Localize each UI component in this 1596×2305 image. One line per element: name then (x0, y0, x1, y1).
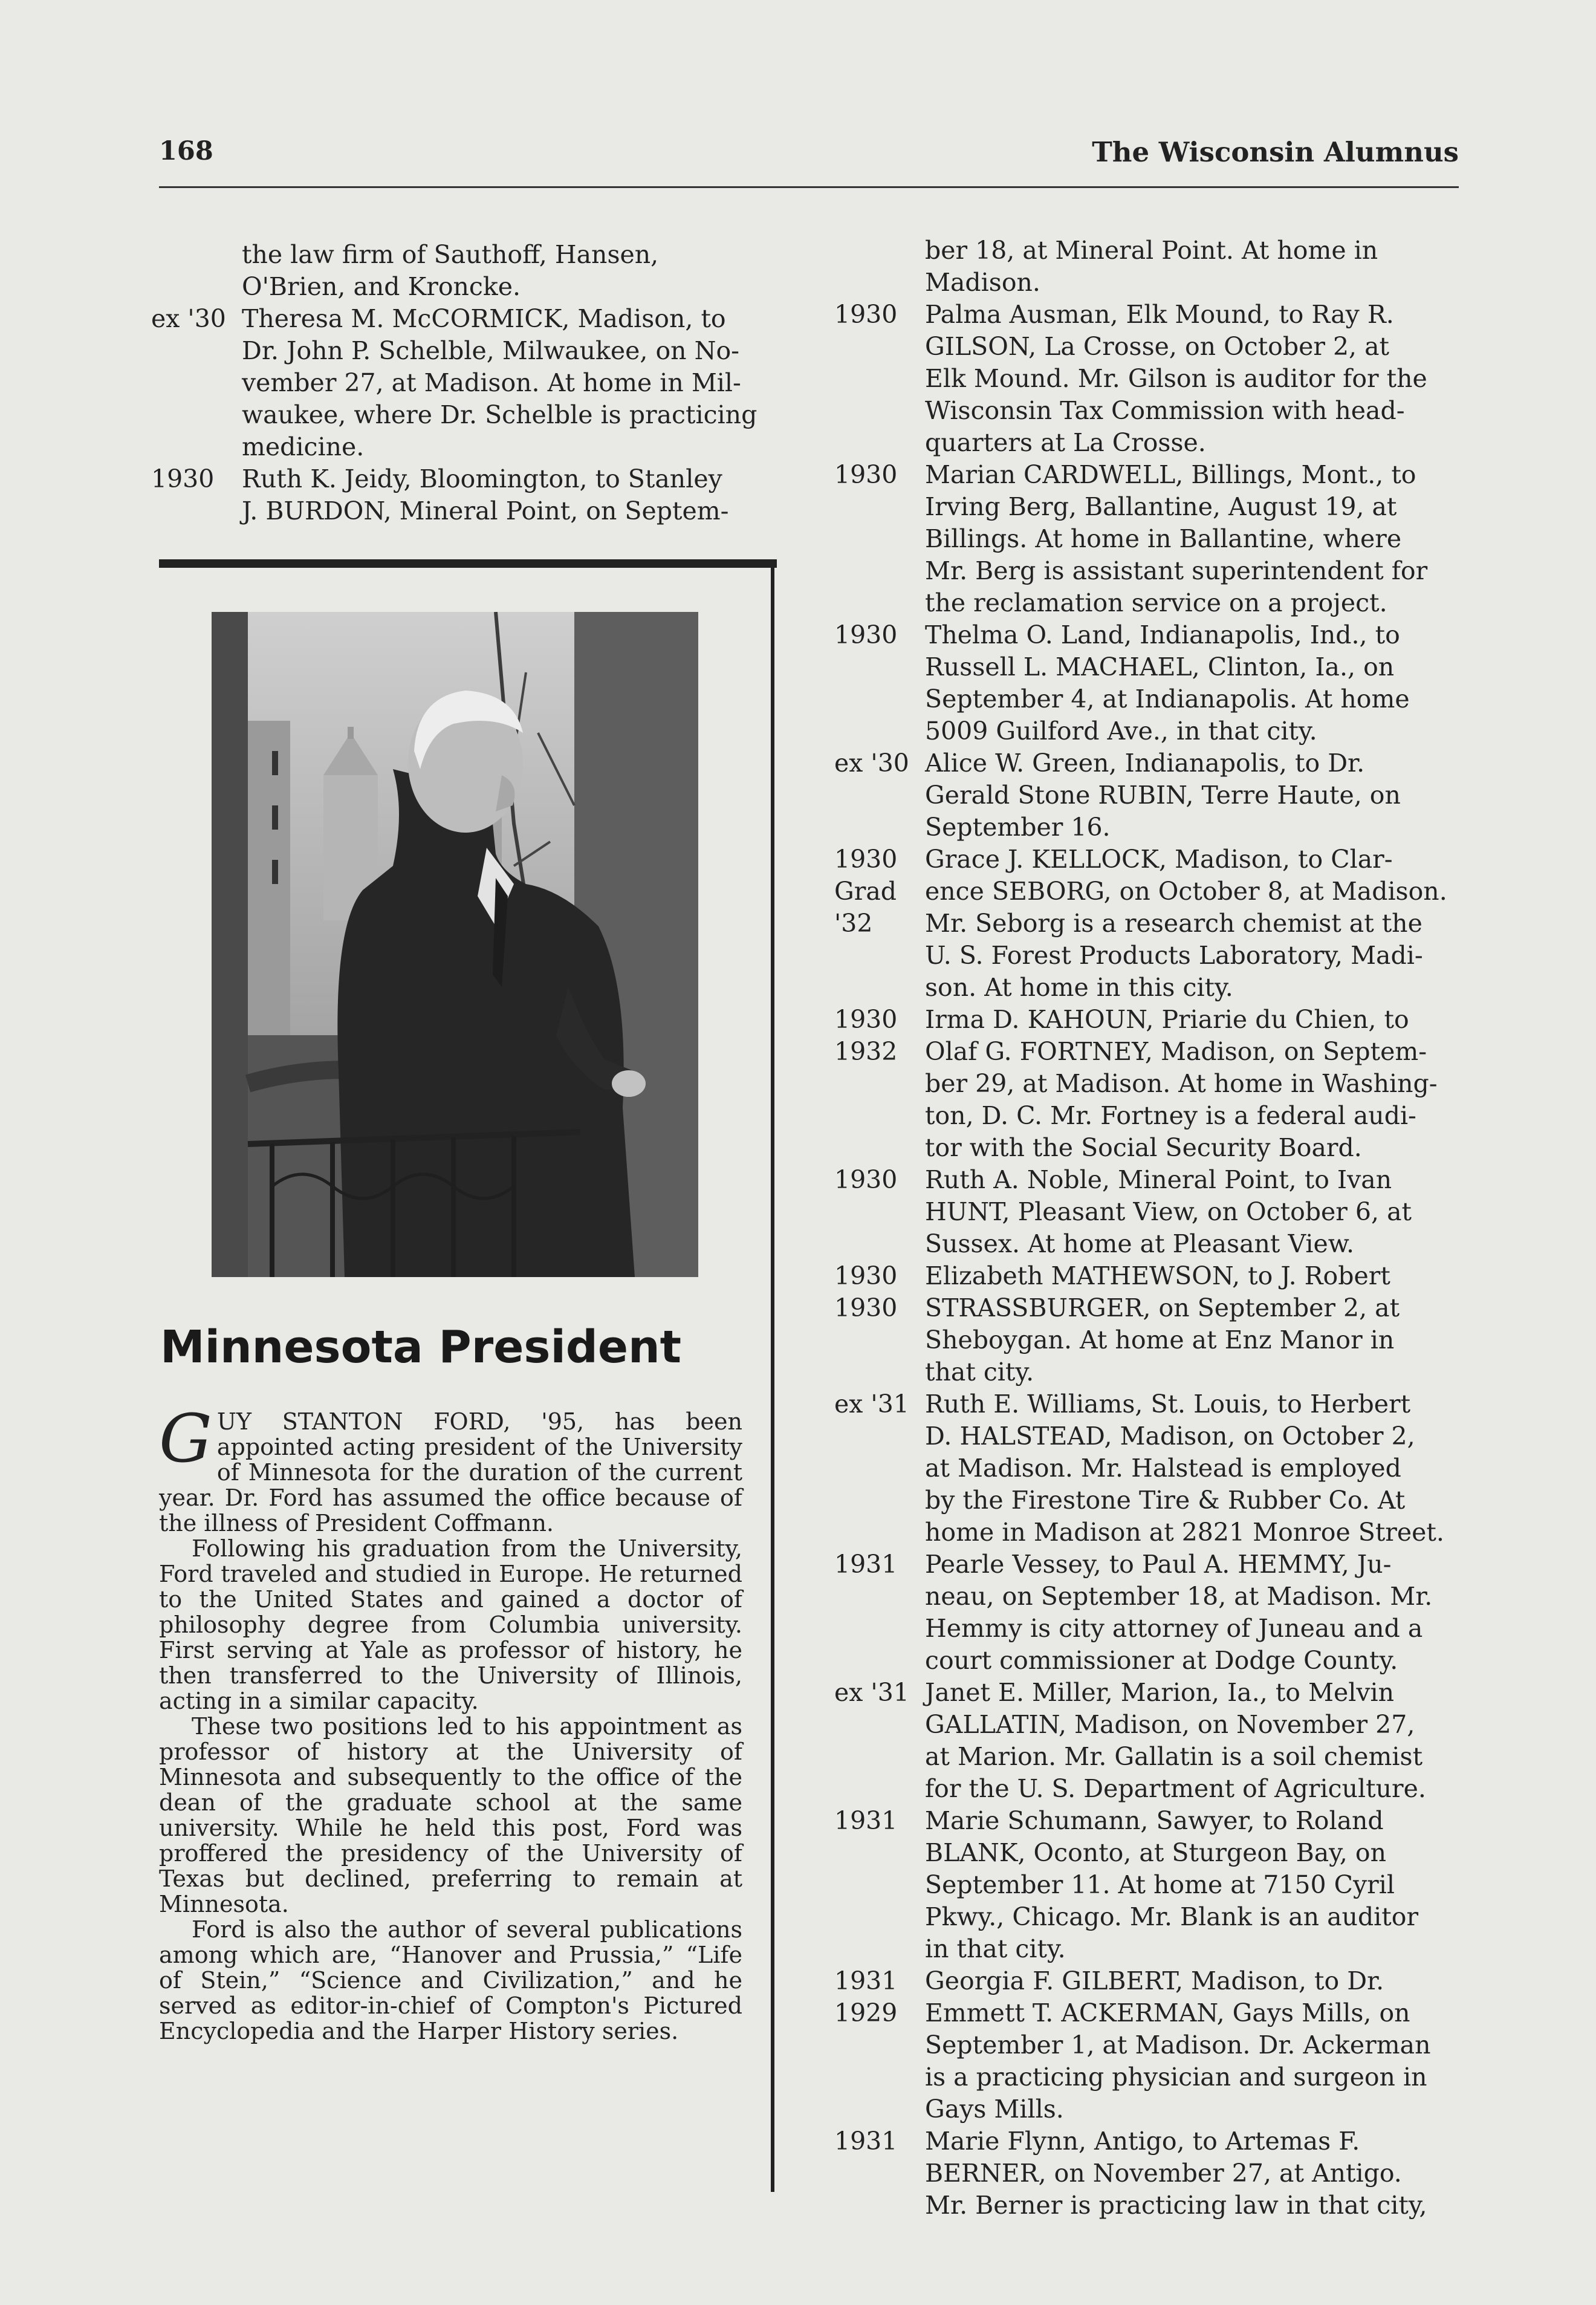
entry-line: Dr. John P. Schelble, Milwaukee, on No- (242, 336, 739, 365)
entry-line: Marian CARDWELL, Billings, Mont., to (925, 460, 1416, 489)
class-year: Grad (834, 877, 897, 906)
entry-line: Elk Mound. Mr. Gilson is auditor for the (925, 364, 1427, 393)
entry-line: Marie Schumann, Sawyer, to Roland (925, 1806, 1384, 1835)
entry-line: son. At home in this city. (925, 973, 1233, 1002)
entry-line: at Marion. Mr. Gallatin is a soil chemist (925, 1742, 1423, 1771)
entry-line: Janet E. Miller, Marion, Ia., to Melvin (925, 1678, 1395, 1707)
class-year: ex '30 (834, 749, 909, 778)
class-years (834, 844, 925, 1004)
class-years (834, 1260, 925, 1388)
class-year: ex '30 (151, 304, 226, 333)
entry-text (925, 1965, 1469, 2125)
entry-line: Gays Mills. (925, 2095, 1064, 2124)
article-paragraph: Ford is also the author of several publications among which are, “Hanover and Prussia,” “Life of Stein,” “Science and Civilization,” and he served as editor-in-chief of Compton's Pictured Encyclopedia and the Harper History series. (159, 1916, 742, 2044)
entry-line: by the Firestone Tire & Rubber Co. At (925, 1486, 1406, 1515)
entry-line: Elizabeth MATHEWSON, to J. Robert (925, 1261, 1390, 1290)
class-year: 1930 (151, 464, 215, 493)
entry-text (242, 303, 780, 463)
entry-line: Georgia F. GILBERT, Madison, to Dr. (925, 1966, 1384, 1995)
portrait-photo (212, 612, 698, 1277)
class-year: 1930 (834, 1293, 898, 1322)
entry-line: Pkwy., Chicago. Mr. Blank is an auditor (925, 1902, 1419, 1931)
entry-line: quarters at La Crosse. (925, 428, 1206, 457)
entry-line: Billings. At home in Ballantine, where (925, 524, 1402, 553)
marriage-entry (834, 299, 1469, 459)
right-column (834, 235, 1469, 2222)
entry-line: home in Madison at 2821 Monroe Street. (925, 1518, 1444, 1547)
class-year: ex '31 (834, 1390, 909, 1419)
entry-line: neau, on September 18, at Madison. Mr. (925, 1582, 1433, 1611)
marriage-entry (834, 459, 1469, 619)
entry-line: Ruth K. Jeidy, Bloomington, to Stanley (242, 464, 722, 493)
entry-text (925, 619, 1469, 747)
entry-line: J. BURDON, Mineral Point, on Septem- (242, 496, 729, 525)
entry-line: is a practicing physician and surgeon in (925, 2063, 1427, 2092)
entry-line: GALLATIN, Madison, on November 27, (925, 1710, 1415, 1739)
class-year: 1930 (834, 845, 898, 874)
marriage-entry (834, 1965, 1469, 2125)
entry-text (925, 1164, 1469, 1260)
article-paragraph (159, 1400, 742, 1536)
entry-line: Emmett T. ACKERMAN, Gays Mills, on (925, 1998, 1410, 2027)
class-year: 1930 (834, 620, 898, 649)
entry-line: for the U. S. Department of Agriculture. (925, 1774, 1426, 1803)
entry-text (925, 299, 1469, 459)
entry-line: the reclamation service on a project. (925, 588, 1387, 617)
entry-line: GILSON, La Crosse, on October 2, at (925, 332, 1390, 361)
entry-text (925, 459, 1469, 619)
box-rule-right (771, 559, 774, 2192)
class-year: 1931 (834, 1806, 898, 1835)
entry-line: Mr. Seborg is a research chemist at the (925, 909, 1422, 938)
entry-line: O'Brien, and Kroncke. (242, 272, 521, 301)
entry-line: Irving Berg, Ballantine, August 19, at (925, 492, 1397, 521)
entry-line: Mr. Berner is practicing law in that city, (925, 2191, 1427, 2220)
entry-line: Ruth A. Noble, Mineral Point, to Ivan (925, 1165, 1392, 1194)
entry-text (925, 747, 1469, 844)
entry-line: Ruth E. Williams, St. Louis, to Herbert (925, 1390, 1411, 1419)
entry-line: 5009 Guilford Ave., in that city. (925, 717, 1317, 746)
class-year: ex '31 (834, 1678, 909, 1707)
entry-line: September 4, at Indianapolis. At home (925, 684, 1410, 714)
portrait-illustration (212, 612, 698, 1277)
journal-title: The Wisconsin Alumnus (1092, 136, 1459, 168)
entry-line: Theresa M. McCORMICK, Madison, to (242, 304, 726, 333)
class-year: 1931 (834, 1550, 898, 1579)
entry-line: the law firm of Sauthoff, Hansen, (242, 240, 659, 269)
entry-line: Marie Flynn, Antigo, to Artemas F. (925, 2127, 1360, 2156)
marriage-entry (834, 1004, 1469, 1164)
entry-text (925, 2125, 1469, 2222)
entry-line: waukee, where Dr. Schelble is practicing (242, 400, 757, 429)
entry-line: BERNER, on November 27, at Antigo. (925, 2159, 1402, 2188)
entry-line: Thelma O. Land, Indianapolis, Ind., to (925, 620, 1400, 649)
feature-title: Minnesota President (160, 1321, 682, 1373)
article-paragraph: Following his graduation from the University, Ford traveled and studied in Europe. He returned to the United States and gained a doctor of philosophy degree from Columbia university. First serving at Yale as professor of history, he then transferred to the University of Illinois, acting in a similar capacity. (159, 1535, 742, 1714)
entry-line: BLANK, Oconto, at Sturgeon Bay, on (925, 1838, 1387, 1867)
marriage-entry (834, 1164, 1469, 1260)
class-years (834, 1004, 925, 1164)
entry-line: Palma Ausman, Elk Mound, to Ray R. (925, 300, 1394, 329)
entry-line: that city. (925, 1357, 1034, 1387)
marriage-entry (834, 619, 1469, 747)
marriage-entry (834, 1677, 1469, 1805)
entry-line: Sheboygan. At home at Enz Manor in (925, 1325, 1395, 1354)
page-header (159, 136, 1459, 184)
feature-article (159, 1400, 742, 2044)
marriage-entry (834, 747, 1469, 844)
entry-line: at Madison. Mr. Halstead is employed (925, 1454, 1401, 1483)
marriage-entry (834, 2125, 1469, 2222)
marriage-entry (834, 1805, 1469, 1965)
page-number: 168 (159, 136, 213, 166)
class-year: 1930 (834, 300, 898, 329)
class-year: 1932 (834, 1037, 898, 1066)
entry-line: September 16. (925, 813, 1111, 842)
entry-line: Olaf G. FORTNEY, Madison, on Septem- (925, 1037, 1427, 1066)
paragraph-text: UY STANTON FORD, '95, has been appointed acting president of the University of Minnesota for the duration of the current year. Dr. Ford has assumed the office because of the illness of President Coffmann. (159, 1408, 742, 1536)
entry-line: Sussex. At home at Pleasant View. (925, 1229, 1354, 1258)
entry-line: Grace J. KELLOCK, Madison, to Clar- (925, 845, 1393, 874)
entry-line: D. HALSTEAD, Madison, on October 2, (925, 1422, 1415, 1451)
marriage-entry (151, 303, 780, 463)
entry-line: court commissioner at Dodge County. (925, 1646, 1398, 1675)
entry-line: Mr. Berg is assistant superintendent for (925, 556, 1428, 585)
class-year: 1931 (834, 2127, 898, 2156)
entry-text (925, 1388, 1469, 1549)
entry-line: tor with the Social Security Board. (925, 1133, 1362, 1162)
entry-line: vember 27, at Madison. At home in Mil- (242, 368, 741, 397)
class-year: 1930 (834, 1165, 898, 1194)
marriage-entry (834, 1549, 1469, 1677)
entry-line: ber 29, at Madison. At home in Washing- (925, 1069, 1438, 1098)
entry-line: U. S. Forest Products Laboratory, Madi- (925, 941, 1423, 970)
left-column (151, 239, 780, 527)
marriage-entry (834, 1388, 1469, 1549)
entry-text (925, 1677, 1469, 1805)
entry-line: ton, D. C. Mr. Fortney is a federal audi- (925, 1101, 1416, 1130)
continued-entry (834, 235, 1469, 299)
class-year: 1930 (834, 1261, 898, 1290)
entry-line: Russell L. MACHAEL, Clinton, Ia., on (925, 652, 1395, 681)
entry-line: September 11. At home at 7150 Cyril (925, 1870, 1395, 1899)
class-year: '32 (834, 909, 873, 938)
entry-text (925, 1004, 1469, 1164)
entry-text (925, 1549, 1469, 1677)
class-year: 1930 (834, 460, 898, 489)
entry-line: ence SEBORG, on October 8, at Madison. (925, 877, 1447, 906)
class-year: 1929 (834, 1998, 898, 2027)
class-year: 1931 (834, 1966, 898, 1995)
entry-line: Pearle Vessey, to Paul A. HEMMY, Ju- (925, 1550, 1392, 1579)
entry-line: Madison. (925, 268, 1040, 297)
entry-line: in that city. (925, 1934, 1066, 1963)
marriage-entry (151, 463, 780, 527)
entry-text (925, 844, 1469, 1004)
box-rule-top (159, 559, 777, 568)
entry-line: Gerald Stone RUBIN, Terre Haute, on (925, 781, 1401, 810)
marriage-entry (834, 844, 1469, 1004)
entry-line: medicine. (242, 432, 365, 461)
entry-line: Irma D. KAHOUN, Priarie du Chien, to (925, 1005, 1409, 1034)
entry-text (925, 1260, 1469, 1388)
entry-line: Alice W. Green, Indianapolis, to Dr. (925, 749, 1365, 778)
entry-line: Hemmy is city attorney of Juneau and a (925, 1614, 1423, 1643)
class-years (834, 1965, 925, 2125)
article-paragraph: These two positions led to his appointment as professor of history at the University of Minnesota and subsequently to the office of the dean of the graduate school at the same university. While he held this post, Ford was proffered the presidency of the University of Texas but declined, preferring to remain at Minnesota. (159, 1713, 742, 1917)
entry-line: STRASSBURGER, on September 2, at (925, 1293, 1400, 1322)
header-rule (159, 186, 1459, 188)
entry-text (925, 1805, 1469, 1965)
entry-line: HUNT, Pleasant View, on October 6, at (925, 1197, 1412, 1226)
drop-cap: G (159, 1400, 212, 1477)
class-year: 1930 (834, 1005, 898, 1034)
entry-line: Wisconsin Tax Commission with head- (925, 396, 1405, 425)
entry-line: September 1, at Madison. Dr. Ackerman (925, 2030, 1431, 2060)
marriage-entry (834, 1260, 1469, 1388)
entry-line: ber 18, at Mineral Point. At home in (925, 236, 1378, 265)
entry-text (242, 463, 780, 527)
continued-entry (151, 239, 780, 303)
